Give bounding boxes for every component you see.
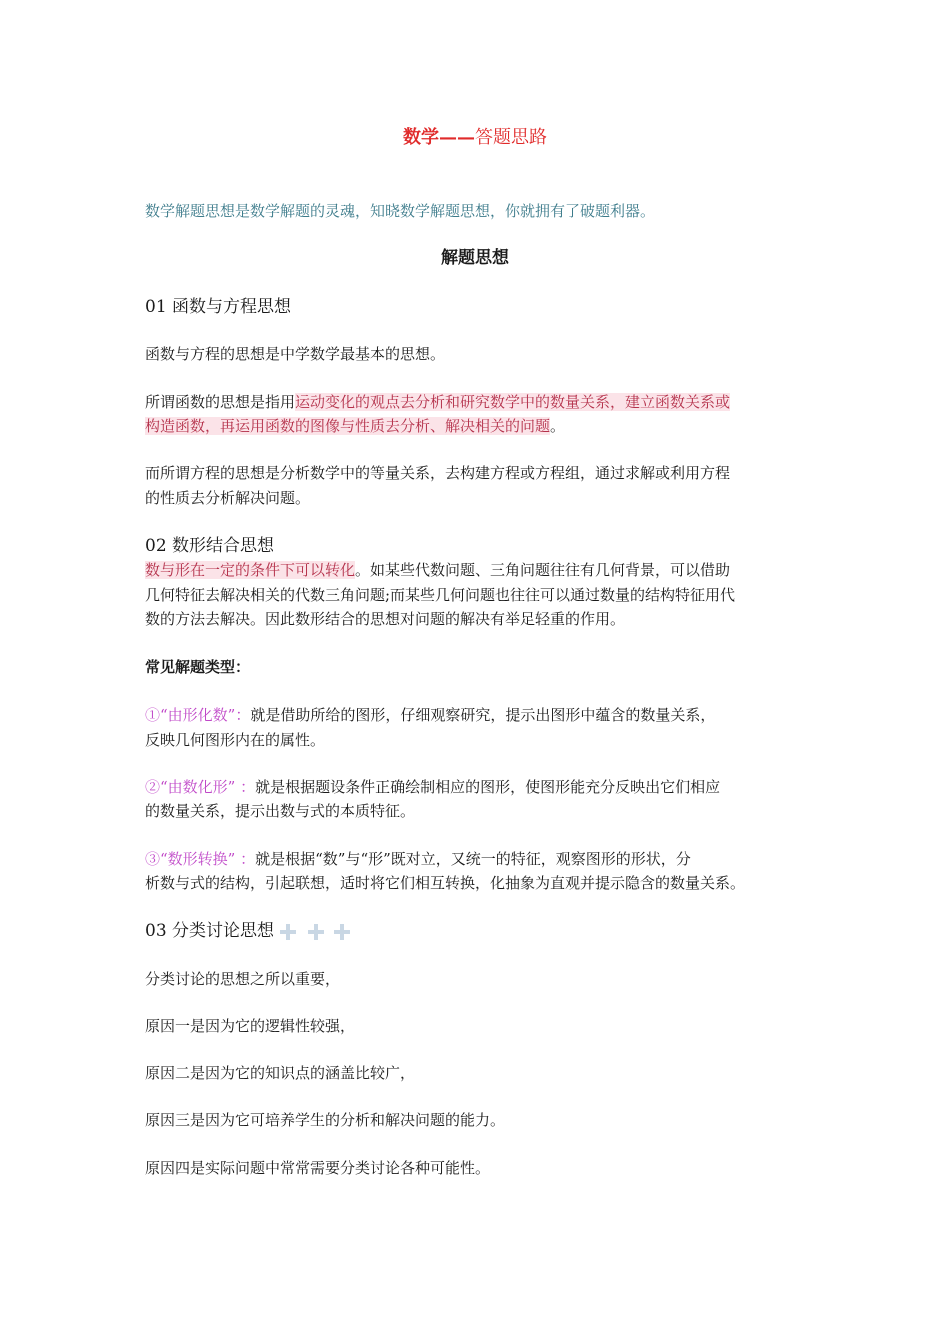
heading-classification: [145, 920, 350, 942]
text-run: 就是根据题设条件正确绘制相应的图形，使图形能充分反映出它们相应: [255, 778, 721, 796]
reason-2: 原因二是因为它的知识点的涵盖比较广，: [145, 1064, 416, 1082]
paragraph-line: 几何特征去解决相关的代数三角问题;而某些几何问题也往往可以通过数量的结构特征用代: [145, 586, 736, 604]
highlighted-text: 构造函数，再运用函数的图像与性质去分析、解决相关的问题: [145, 417, 551, 435]
highlighted-text: 运动变化的观点去分析和研究数学中的数量关系，建立函数关系或: [295, 393, 731, 411]
paragraph-line: 析数与式的结构，引起联想，适时将它们相互转换，化抽象为直观并提示隐含的数量关系。: [145, 874, 746, 892]
type-item-1: [145, 704, 715, 726]
type-label: ③“数形转换” ：: [145, 850, 256, 868]
section-heading: 解题思想: [441, 248, 509, 268]
paragraph-line: 的数量关系，提示出数与式的本质特征。: [145, 802, 416, 820]
paragraph-line: [145, 415, 565, 437]
highlighted-text: 数与形在一定的条件下可以转化: [145, 561, 356, 579]
paragraph-line: 数的方法去解决。因此数形结合的思想对问题的解决有举足轻重的作用。: [145, 610, 626, 628]
paragraph-line: 反映几何图形内在的属性。: [145, 731, 326, 749]
paragraph: 函数与方程的思想是中学数学最基本的思想。: [145, 345, 446, 363]
text-run: 就是根据“数”与“形”既对立，又统一的特征，观察图形的形状，分: [255, 850, 691, 868]
heading-number-shape: 02 数形结合思想: [145, 536, 275, 556]
reason-3: 原因三是因为它可培养学生的分析和解决问题的能力。: [145, 1111, 506, 1129]
reason-4: 原因四是实际问题中常常需要分类讨论各种可能性。: [145, 1159, 491, 1177]
reason-1: 原因一是因为它的逻辑性较强，: [145, 1017, 356, 1035]
text-run: 。: [550, 417, 566, 435]
plus-icon: [334, 924, 350, 940]
plus-icon: [280, 924, 296, 940]
text-run: 就是借助所给的图形，仔细观察研究，提示出图形中蕴含的数量关系，: [250, 706, 716, 724]
text-run: 所谓函数的思想是指用: [145, 393, 296, 411]
type-label: ②“由数化形” ：: [145, 778, 256, 796]
intro-text: 数学解题思想是数学解题的灵魂，知晓数学解题思想，你就拥有了破题利器。: [145, 202, 656, 220]
type-label: ①“由形化数”：: [145, 706, 251, 724]
plus-icon: [308, 924, 324, 940]
type-item-3: [145, 848, 691, 870]
paragraph-line: [145, 559, 730, 581]
type-item-2: [145, 776, 720, 798]
paragraph-line: 而所谓方程的思想是分析数学中的等量关系，去构建方程或方程组，通过求解或利用方程: [145, 464, 731, 482]
title-bold: 数学——: [403, 127, 475, 148]
document-title: [0, 126, 950, 150]
title-rest: 答题思路: [475, 127, 547, 148]
types-heading: 常见解题类型：: [145, 658, 251, 676]
paragraph: 分类讨论的思想之所以重要，: [145, 970, 341, 988]
paragraph-line: [145, 391, 730, 413]
paragraph-line: 的性质去分析解决问题。: [145, 489, 311, 507]
text-run: 。如某些代数问题、三角问题往往有几何背景，可以借助: [355, 561, 731, 579]
heading-function-equation: 01 函数与方程思想: [145, 297, 292, 317]
heading-text: 03 分类讨论思想: [145, 921, 275, 941]
